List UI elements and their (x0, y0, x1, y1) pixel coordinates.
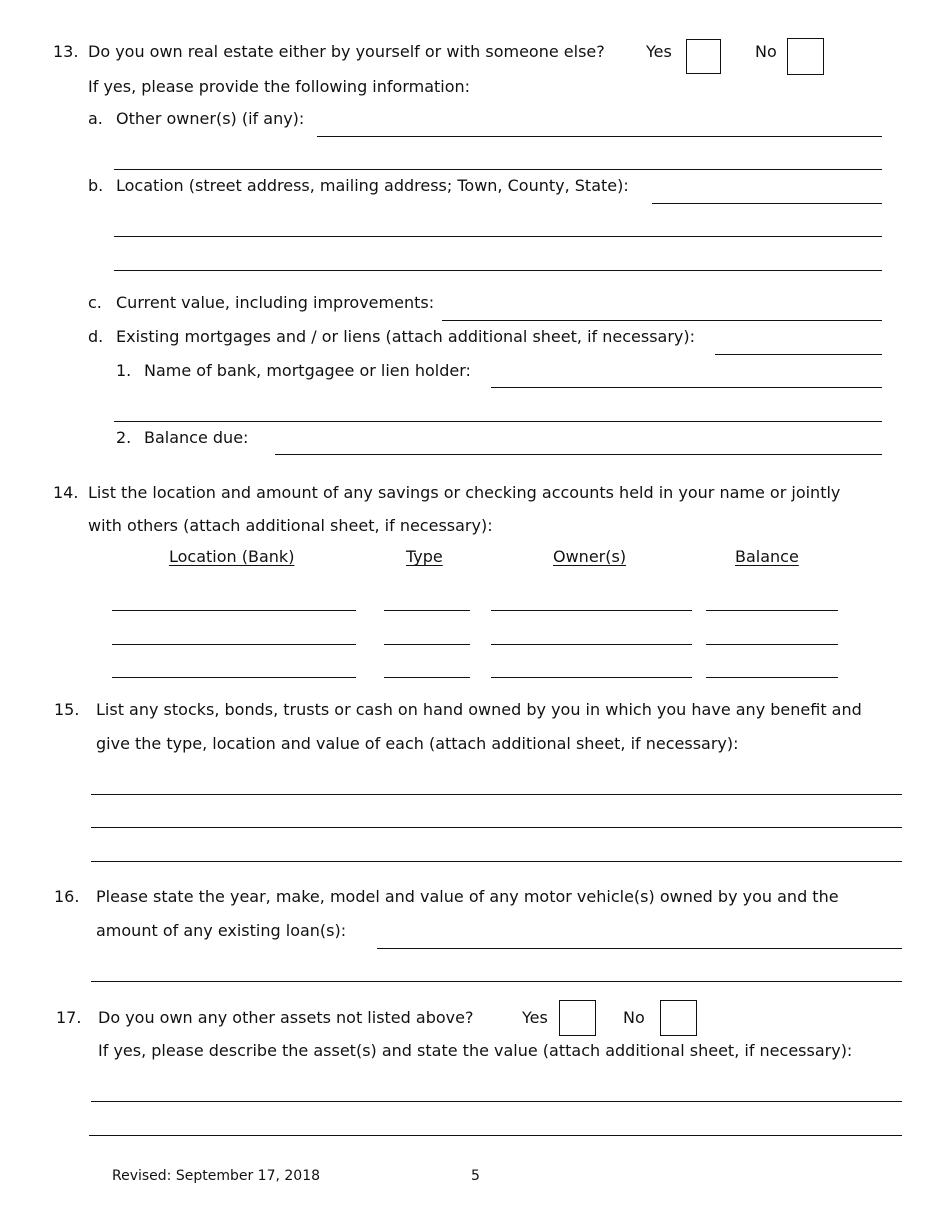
q15-answer-line-1[interactable] (91, 794, 902, 795)
q17-answer-line-1[interactable] (91, 1101, 902, 1102)
q13c-label: Current value, including improvements: (116, 293, 435, 312)
q13a-owner-line-2[interactable] (114, 169, 882, 170)
q13-yes-label: Yes (646, 42, 672, 61)
q13b-location-line-2[interactable] (114, 236, 882, 237)
q14-text-line2: with others (attach additional sheet, if necessary): (88, 516, 493, 535)
q14-row2-balance-line[interactable] (706, 644, 838, 645)
q13c-letter: c. (88, 293, 102, 312)
q15-number: 15. (54, 700, 80, 719)
q13a-label: Other owner(s) (if any): (116, 109, 305, 128)
q16-answer-line-2[interactable] (91, 981, 902, 982)
q17-no-checkbox[interactable] (660, 1000, 697, 1036)
q14-col-owners: Owner(s) (553, 547, 627, 566)
q16-answer-line-1[interactable] (377, 948, 902, 949)
q13d-letter: d. (88, 327, 104, 346)
q13-question: Do you own real estate either by yourself or with someone else? (88, 42, 605, 61)
q13-no-label: No (755, 42, 777, 61)
q16-text-line1: Please state the year, make, model and value of any motor vehicle(s) owned by you and the (96, 887, 839, 906)
q17-yes-checkbox[interactable] (559, 1000, 596, 1036)
footer-revised-date: Revised: September 17, 2018 (112, 1168, 321, 1184)
q14-row3-owners-line[interactable] (491, 677, 692, 678)
q17-answer-line-2[interactable] (89, 1135, 902, 1136)
q13d2-number: 2. (116, 428, 132, 447)
q16-text-line2: amount of any existing loan(s): (96, 921, 347, 940)
q13b-location-line-3[interactable] (114, 270, 882, 271)
q13d-mortgage-line[interactable] (715, 354, 882, 355)
q16-number: 16. (54, 887, 80, 906)
q14-col-type: Type (406, 547, 443, 566)
q13d1-label: Name of bank, mortgagee or lien holder: (144, 361, 471, 380)
q13b-letter: b. (88, 176, 104, 195)
q13d2-balance-line[interactable] (275, 454, 882, 455)
q15-answer-line-3[interactable] (91, 861, 902, 862)
q13d1-number: 1. (116, 361, 132, 380)
q13d-label: Existing mortgages and / or liens (attach additional sheet, if necessary): (116, 327, 696, 346)
q14-text-line1: List the location and amount of any savings or checking accounts held in your name or jointly (88, 483, 841, 502)
q15-text-line1: List any stocks, bonds, trusts or cash on hand owned by you in which you have any benefit and (96, 700, 862, 719)
q13d2-label: Balance due: (144, 428, 249, 447)
q13a-owner-line-1[interactable] (317, 136, 882, 137)
q14-row1-location-line[interactable] (112, 610, 356, 611)
q13d1-lienholder-line-2[interactable] (114, 421, 882, 422)
q17-if-yes: If yes, please describe the asset(s) and state the value (attach additional sheet, if necessary): (98, 1041, 853, 1060)
q13c-value-line[interactable] (442, 320, 882, 321)
q13-yes-checkbox[interactable] (686, 39, 721, 74)
q15-answer-line-2[interactable] (91, 827, 902, 828)
q14-number: 14. (53, 483, 79, 502)
q13a-letter: a. (88, 109, 103, 128)
q13b-label: Location (street address, mailing address; Town, County, State): (116, 176, 629, 195)
q14-row3-balance-line[interactable] (706, 677, 838, 678)
q13-if-yes: If yes, please provide the following information: (88, 77, 471, 96)
q13-number: 13. (53, 42, 79, 61)
q17-number: 17. (56, 1008, 82, 1027)
q14-col-balance: Balance (735, 547, 799, 566)
q17-question: Do you own any other assets not listed above? (98, 1008, 474, 1027)
q14-col-location: Location (Bank) (169, 547, 295, 566)
footer-page-number: 5 (471, 1168, 480, 1184)
q14-row1-owners-line[interactable] (491, 610, 692, 611)
q17-no-label: No (623, 1008, 645, 1027)
q14-row2-location-line[interactable] (112, 644, 356, 645)
q14-row1-balance-line[interactable] (706, 610, 838, 611)
q13-no-checkbox[interactable] (787, 38, 824, 75)
q15-text-line2: give the type, location and value of each (attach additional sheet, if necessary): (96, 734, 739, 753)
q17-yes-label: Yes (522, 1008, 548, 1027)
q13b-location-line-1[interactable] (652, 203, 882, 204)
q14-row3-location-line[interactable] (112, 677, 356, 678)
q14-row2-type-line[interactable] (384, 644, 470, 645)
q14-row3-type-line[interactable] (384, 677, 470, 678)
q14-row2-owners-line[interactable] (491, 644, 692, 645)
q13d1-lienholder-line-1[interactable] (491, 387, 882, 388)
q14-row1-type-line[interactable] (384, 610, 470, 611)
